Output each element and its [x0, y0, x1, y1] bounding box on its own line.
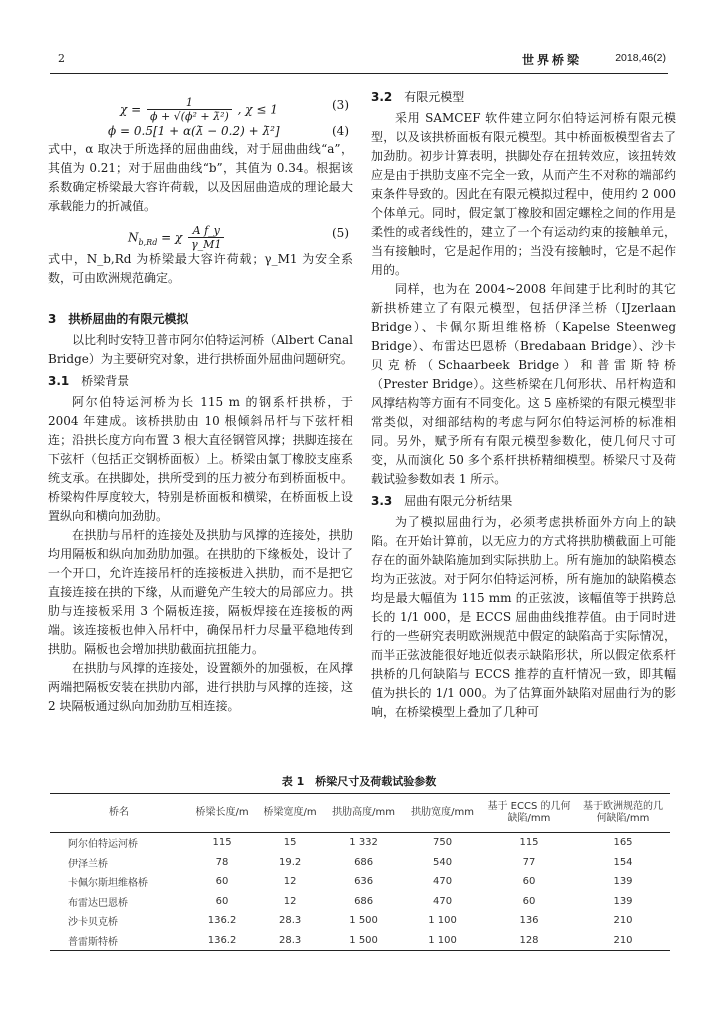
section-3-title: 3 拱桥屈曲的有限元模拟: [48, 312, 189, 326]
equation-3: [48, 88, 353, 123]
cell-bridge-name: 普雷斯特桥: [50, 931, 188, 951]
cell-width: 28.3: [278, 915, 302, 927]
right-column: [371, 88, 676, 722]
journal-issue: 2018,46(2): [615, 52, 666, 64]
section-3-3-heading: [371, 492, 676, 511]
cell-eurocode: 139: [613, 876, 633, 888]
section-3-2-number: 3.2: [371, 90, 393, 104]
cell-bridge-name: 卡佩尔斯坦维格桥: [68, 878, 148, 890]
table-row: [50, 911, 670, 931]
section-3-1-paragraph-1: 阿尔伯特运河桥为长 115 m 的钢系杆拱桥，于 2004 年建成。该桥拱肋由 10 根倾斜吊杆与下弦杆相连；沿拱长度方向布置 3 根大直径钢管风撑；拱脚连接在下弦杆（包括正交钢桥面板）上。桥梁由氯丁橡胶支座系统支承。在拱脚处，拱所受到的压力被分布到桥面板中。桥梁构件厚度较大，特别是桥面板和横梁，在桥面板上设置纵向和横向加劲肋。: [48, 395, 353, 523]
cell-length: 60: [215, 895, 229, 907]
cell-width: 12: [283, 895, 297, 907]
table-caption: 表 1 桥梁尺寸及荷载试验参数: [281, 775, 437, 788]
cell-length: 136.2: [188, 931, 256, 951]
cell-eurocode: 210: [576, 931, 670, 951]
eq5-numerator: A f_y: [188, 224, 224, 238]
cell-rib-width: 1 100: [403, 931, 482, 951]
section-3-2-paragraph-1: 采用 SAMCEF 软件建立阿尔伯特运河桥有限元模型，以及该拱桥面板有限元模型。其中桥面板模型省去了加劲肋。初步计算表明，拱脚处存在扭转效应，该扭转效应是由于拱肋支座不完全一致，从而产生不对称的端部约束条件导致的。因此在有限元模拟过程中，使用约 2 000 个体单元。同时，假定氯丁橡胶和固定螺栓之间的作用是柔性的或者线性的，建立了一个有运动约束的接触单元，当有接触时，它是起作用的；当没有接触时，它是不起作用的。: [371, 111, 676, 277]
cell-eccs: 136: [519, 915, 539, 927]
cell-eccs: 60: [522, 876, 536, 888]
cell-bridge-name: 布雷达巴恩桥: [68, 897, 128, 909]
section-3-3-paragraph-1: 为了模拟屈曲行为，必须考虑拱桥面外方向上的缺陷。在开始计算前，以无应力的方式将拱肋横截面上可能存在的面外缺陷施加到实际拱肋上。所有施加的缺陷模态均为正弦波。对于阿尔伯特运河桥，所有施加的缺陷模态均是最大幅值为 115 mm 的正弦波，该幅值等于拱跨总长的 1/1 000，是 ECCS 屈曲曲线推荐值。由于同时进行的一些研究表明欧洲规范中假定的缺陷高于实际情况，而半正弦波能很好地近似表示缺陷形状，所以假定依系杆拱桥的几何缺陷与 ECCS 推荐的直杆情况一致，即其幅值为拱长的 1/1 000。为了估算面外缺陷对屈曲行为的影响，在桥梁模型上叠加了几种可: [371, 515, 676, 719]
cell-rib-width: 470: [432, 895, 453, 907]
cell-eurocode: 165: [613, 837, 633, 849]
table-row: [50, 833, 670, 853]
col-header-rib-height: 拱肋高度/mm: [324, 794, 403, 833]
cell-bridge-name: 阿尔伯特运河桥: [68, 839, 138, 851]
eq3-condition: , χ ≤ 1: [237, 102, 278, 117]
cell-rib-height: 636: [354, 876, 374, 888]
cell-length: 136.2: [207, 915, 237, 927]
cell-eccs: 60: [522, 895, 536, 907]
paragraph-eq5-explanation: 式中，N_b,Rd 为桥梁最大容许荷载；γ_M1 为安全系数，可由欧洲规范确定。: [48, 252, 353, 285]
col-header-bridge-name: 桥名: [50, 794, 188, 833]
left-column: [48, 88, 353, 716]
cell-rib-height: 1 500: [324, 931, 403, 951]
col-header-eccs-imperfection: 基于 ECCS 的几何缺陷/mm: [482, 794, 576, 833]
page-number: 2: [58, 52, 65, 65]
col-header-eurocode-imperfection: 基于欧洲规范的几何缺陷/mm: [576, 794, 670, 833]
eq5-sub: b,Rd: [138, 237, 158, 247]
section-3-1-paragraph-2: 在拱肋与吊杆的连接处及拱肋与风撑的连接处，拱肋均用隔板和纵向加劲肋加强。在拱肋的下缘板处，设计了一个开口，允许连接吊杆的连接板进入拱肋，而不是把它直接连接在拱的下缘，从而避免产生较大的局部应力。拱肋与连接板采用 3 个隔板连接，隔板焊接在连接板的两端。该连接板也伸入吊杆中，确保吊杆力尽量平稳地传到拱肋。隔板也会增加拱肋截面抗扭能力。: [48, 528, 353, 656]
section-3-1-title: 桥梁背景: [81, 374, 130, 388]
cell-rib-height: 1 332: [349, 837, 378, 849]
col-header-length: 桥梁长度/m: [188, 794, 256, 833]
equation-4: [48, 120, 353, 140]
eq5-label: (5): [332, 226, 349, 240]
cell-width: 28.3: [256, 931, 324, 951]
col-header-rib-width: 拱肋宽度/mm: [403, 794, 482, 833]
eq5-equals: = χ: [161, 230, 183, 245]
section-3-1-paragraph-3: 在拱肋与风撑的连接处，设置额外的加强板，在风撑两端把隔板安装在拱肋内部，进行拱肋与风撑的连接，这 2 块隔板通过纵向加劲肋互相连接。: [48, 661, 353, 713]
section-3-2-title: 有限元模型: [404, 90, 465, 104]
section-3-3-number: 3.3: [371, 494, 393, 508]
section-3-1-heading: [48, 372, 353, 391]
cell-rib-width: 470: [432, 876, 453, 888]
cell-length: 78: [215, 856, 229, 868]
header-rule: [50, 73, 668, 74]
cell-bridge-name: 伊泽兰桥: [68, 858, 108, 870]
paragraph-eq-explanation: 式中，α 取决于所选择的屈曲曲线，对于屈曲曲线“a”，其值为 0.21；对于屈曲曲线“b”，其值为 0.34。根据该系数确定桥梁最大容许荷载，以及因屈曲造成的理论最大承载能力的折减值。: [48, 142, 353, 213]
cell-rib-height: 1 500: [349, 915, 378, 927]
section-3-2-paragraph-2: 同样，也为在 2004~2008 年间建于比利时的其它新拱桥建立了有限元模型，包括伊泽兰桥（IJzerlaan Bridge）、卡佩尔斯坦维格桥（Kapelse Steenweg Bridge）、布雷达巴恩桥（Bredabaan Bridge）、沙卡贝克桥（Schaarbeek Bridge）和普雷斯特桥（Prester Bridge）。这些桥梁在几何形状、吊杆构造和风撑结构等方面有不同变化。这 5 座桥梁的有限元模型非常类似，对细部结构的考虑与阿尔伯特运河桥的标准相同。另外，赋予所有有限元模型参数化，使几何尺寸可变，从而演化 50 多个系杆拱桥精细模型。桥梁尺寸及荷载试验参数如表 1 所示。: [371, 282, 676, 486]
eq5-lhs: N: [128, 230, 139, 245]
cell-rib-width: 750: [432, 837, 453, 849]
cell-eccs: 115: [519, 837, 539, 849]
cell-length: 60: [215, 876, 229, 888]
equation-5: [48, 216, 353, 250]
table-row: [50, 892, 670, 912]
eq3-numerator: 1: [147, 96, 232, 110]
section-3-intro: 以比利时安特卫普市阿尔伯特运河桥（Albert Canal Bridge）为主要研究对象，进行拱桥面外屈曲问题研究。: [48, 333, 353, 366]
cell-rib-height: 686: [354, 856, 374, 868]
eq3-lhs: χ =: [120, 102, 142, 117]
eq5-fraction: [188, 224, 224, 252]
section-3-3-title: 屈曲有限元分析结果: [404, 494, 513, 508]
eq5-denominator: γ_M1: [191, 238, 222, 251]
eq4-body: ϕ = 0.5[1 + α(λ̄ − 0.2) + λ̄²]: [108, 124, 280, 138]
running-header: [50, 52, 668, 70]
section-3-2-heading: [371, 88, 676, 107]
cell-width: 15: [283, 837, 297, 849]
table-header-row: [50, 794, 670, 833]
bridge-parameters-table: [50, 793, 670, 951]
cell-eurocode: 154: [613, 856, 633, 868]
col-header-width: 桥梁宽度/m: [256, 794, 324, 833]
cell-width: 19.2: [278, 856, 302, 868]
eq3-denominator: ϕ + √(ϕ² + λ̄²): [149, 110, 229, 123]
cell-eurocode: 139: [613, 895, 633, 907]
eq4-label: (4): [332, 124, 349, 138]
cell-rib-height: 686: [354, 895, 374, 907]
table-row: [50, 872, 670, 892]
cell-eccs: 77: [522, 856, 536, 868]
cell-width: 12: [283, 876, 297, 888]
eq3-label: (3): [332, 98, 349, 112]
table-row: [50, 931, 670, 951]
cell-eccs: 128: [482, 931, 576, 951]
cell-rib-width: 1 100: [428, 915, 457, 927]
cell-length: 115: [212, 837, 232, 849]
cell-bridge-name: 沙卡贝克桥: [68, 917, 118, 929]
cell-rib-width: 540: [432, 856, 453, 868]
journal-title: 世界桥梁: [521, 53, 582, 67]
cell-eurocode: 210: [613, 915, 633, 927]
table-row: [50, 853, 670, 873]
section-3-1-number: 3.1: [48, 374, 70, 388]
